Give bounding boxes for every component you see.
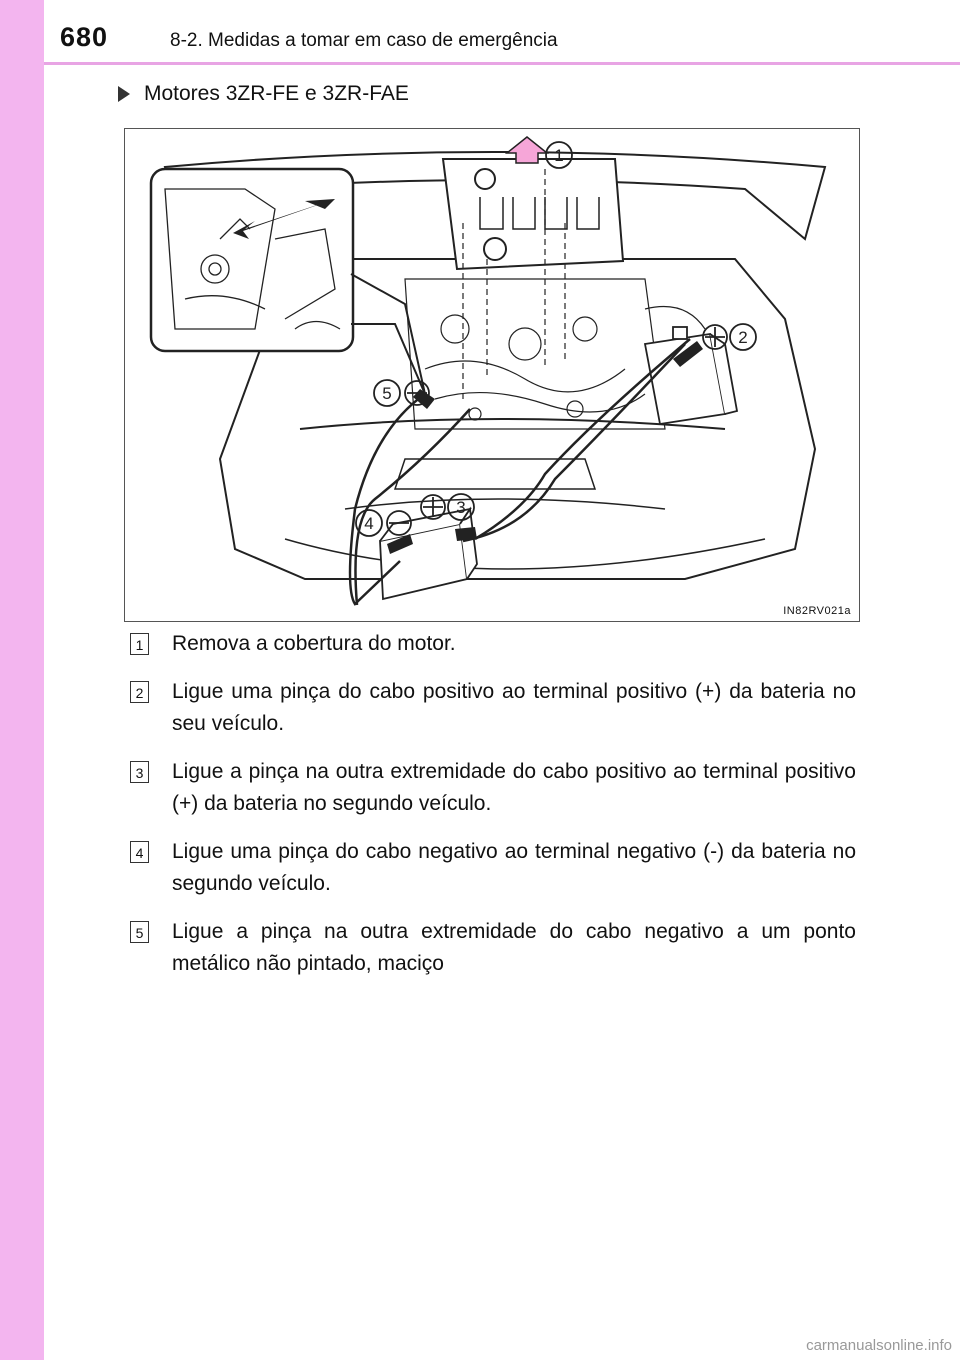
detail-inset bbox=[151, 169, 353, 351]
watermark[interactable]: carmanualsonline.info bbox=[806, 1337, 952, 1354]
step-item bbox=[130, 836, 856, 900]
triangle-bullet-icon bbox=[118, 86, 130, 102]
engine-cover bbox=[443, 159, 623, 269]
step-item bbox=[130, 628, 856, 660]
page-number: 680 bbox=[60, 22, 109, 52]
step-item bbox=[130, 756, 856, 820]
engine-illustration bbox=[124, 128, 860, 622]
page-sidebar-tab bbox=[0, 0, 44, 1360]
callout-label-5: 5 bbox=[382, 384, 392, 403]
callout-label-4: 4 bbox=[364, 514, 374, 533]
step-list bbox=[130, 628, 856, 996]
car-battery bbox=[645, 327, 737, 424]
step-text: Ligue uma pinça do cabo negativo ao terminal negativo (-) da bateria no segundo veículo. bbox=[172, 840, 856, 895]
step-text: Ligue a pinça na outra extremidade do cabo positivo ao terminal positivo (+) da bateria no segundo veículo. bbox=[172, 760, 856, 815]
step-text: Ligue a pinça na outra extremidade do cabo negativo a um ponto metálico não pintado, maciço bbox=[172, 920, 856, 975]
step-number-badge: 3 bbox=[130, 761, 149, 783]
callout-label-2: 2 bbox=[738, 328, 748, 347]
step-item bbox=[130, 676, 856, 740]
header-divider bbox=[44, 62, 960, 65]
step-text: Remova a cobertura do motor. bbox=[172, 632, 456, 655]
step-number-badge: 4 bbox=[130, 841, 149, 863]
callout-label-1: 1 bbox=[554, 146, 564, 165]
section-title: 8-2. Medidas a tomar em caso de emergência bbox=[170, 30, 558, 51]
engine-drawing bbox=[125, 129, 858, 620]
step-number-badge: 5 bbox=[130, 921, 149, 943]
subheading-text: Motores 3ZR-FE e 3ZR-FAE bbox=[144, 82, 409, 105]
callout-label-3: 3 bbox=[456, 498, 466, 517]
step-number-badge: 1 bbox=[130, 633, 149, 655]
step-item bbox=[130, 916, 856, 980]
step-text: Ligue uma pinça do cabo positivo ao terminal positivo (+) da bateria no seu veículo. bbox=[172, 680, 856, 735]
subheading bbox=[118, 82, 409, 106]
figure-code: IN82RV021a bbox=[783, 605, 851, 617]
step-number-badge: 2 bbox=[130, 681, 149, 703]
